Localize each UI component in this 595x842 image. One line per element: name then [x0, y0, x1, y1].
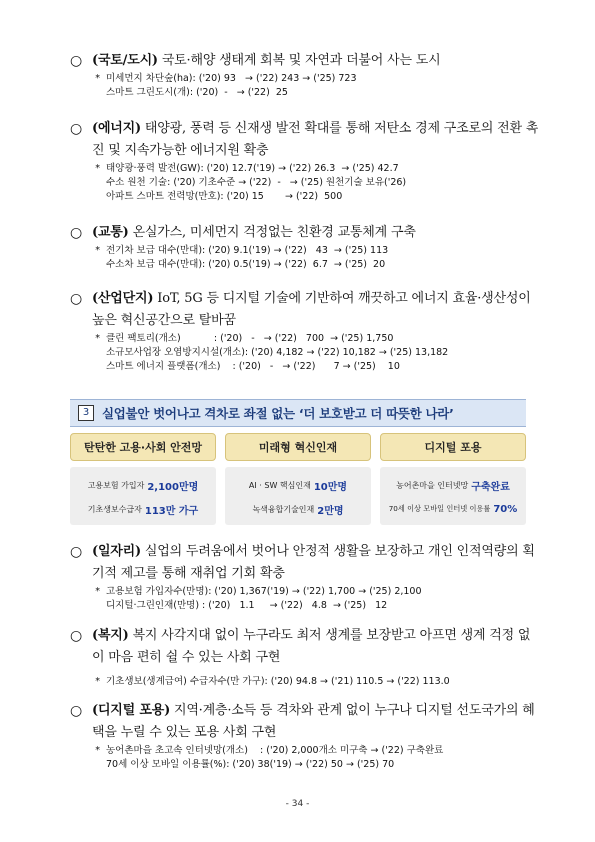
indicator-label: 스마트 에너지 플랫폼(개소) [106, 361, 221, 372]
indicator-value: : ('20) 1,367('19) → ('22) 1,700 → ('25) 2,100 [208, 586, 422, 597]
goal-cards [70, 433, 526, 528]
card-line-highlight: 113만 가구 [144, 505, 199, 517]
page-number: - 34 - [285, 799, 310, 809]
indicator-label: 스마트 그린도시(개) [106, 87, 190, 98]
indicator-label: 소규모사업장 오염방지시설(개소) [106, 347, 245, 358]
indicator-label: 기초생보(생계급여) 수급자수(만 가구) [106, 676, 265, 687]
section-tag: (디지털 포용) [92, 703, 171, 718]
card-line-label: 70세 이상 모바일 인터넷 이용률 [388, 504, 491, 513]
section-tag: (교통) [92, 225, 129, 240]
section-heading: 실업의 두려움에서 벗어나 안정적 생활을 보장하고 개인 인적역량의 획기적 제고를 통해 재취업 기회 확충 [92, 544, 535, 581]
indicator-value: : ('20) 2,000개소 미구축 → ('22) 구축완료 [247, 745, 444, 756]
indicator-value: : ('20) 9.1('19) → ('22) 43 → ('25) 113 [202, 245, 389, 256]
section-heading: 국토·해양 생태계 회복 및 자연과 더불어 사는 도시 [161, 53, 441, 68]
section-transport: ○ (교통) 온실가스, 미세먼지 걱정없는 친환경 교통체계 구축 * 전기차 보급 대수(만대) : ('20) 9.1('19) → ('22) 43 → ('25) 113 수소차 보급 대수(만대) : ('20) 0.5('19) → ('22) 6.7 → ('25) 20 [70, 222, 540, 272]
card-future-talent [225, 433, 371, 528]
section-tag: (국토/도시) [92, 53, 158, 68]
section-tag: (산업단지) [92, 291, 154, 306]
section-jobs: ○ (일자리) 실업의 두려움에서 벗어나 안정적 생활을 보장하고 개인 인적역량의 획기적 제고를 통해 재취업 기회 확충 * 고용보험 가입자수(만명) : ('20) 1,367('19) → ('22) 1,700 → ('25) 2,100 디지털·그린인재(만명) : ('20) 1.1 → ('22) 4.8 → ('25) 12 [70, 541, 540, 613]
indicator-label: 아파트 스마트 전력망(만호) [106, 191, 221, 202]
indicator-value: : ('20) 93 → ('22) 243 → ('25) 723 [192, 73, 357, 84]
circle-bullet-icon: ○ [70, 225, 83, 241]
section-industrial-complex: ○ (산업단지) IoT, 5G 등 디지털 기술에 기반하여 깨끗하고 에너지 효율·생산성이 높은 혁신공간으로 탈바꿈 * 클린 팩토리(개소) : ('20) - → ('22) 700 → ('25) 1,750 소규모사업장 오염방지시설(개소) : ('20) 4,182 → ('22) 10,182 → ('25) 13,182 스마트 에너지 플랫폼(개소) : ('20) - → ('22) 7 → ('25) 10 [70, 288, 540, 374]
circle-bullet-icon: ○ [70, 703, 83, 719]
section-tag: (복지) [92, 628, 129, 643]
section-heading: 온실가스, 미세먼지 걱정없는 친환경 교통체계 구축 [132, 225, 416, 240]
card-line-highlight: 70% [493, 503, 518, 515]
indicator-value: : ('20) 15 → ('22) 500 [220, 191, 343, 202]
card-line-label: 고용보험 가입자 [87, 480, 145, 490]
indicator-value: : ('20) 4,182 → ('22) 10,182 → ('25) 13,182 [244, 347, 449, 358]
card-line-label: 농어촌마을 인터넷망 [396, 480, 469, 490]
indicator-value: : ('20) - → ('22) 7 → ('25) 10 [220, 361, 400, 372]
indicator-label: 클린 팩토리(개소) [106, 333, 181, 344]
circle-bullet-icon: ○ [70, 121, 83, 137]
section-energy: ○ (에너지) 태양광, 풍력 등 신재생 발전 확대를 통해 저탄소 경제 구조로의 전환 촉진 및 지속가능한 에너지원 확충 * 태양광·풍력 발전(GW) : ('20) 12.7('19) → ('22) 26.3 → ('25) 42.7 수소 원천 기술 : ('20) 기초수준 → ('22) - → ('25) 원천기술 보유('26) 아파트 스마트 전력망(만호) : ('20) 15 → ('22) 500 [70, 118, 540, 204]
section-land-city: ○ (국토/도시) 국토·해양 생태계 회복 및 자연과 더불어 사는 도시 * 미세먼지 차단숲(ha) : ('20) 93 → ('22) 243 → ('25) 723 스마트 그린도시(개) : ('20) - → ('22) 25 [70, 50, 540, 100]
indicator-label: 전기차 보급 대수(만대) [106, 245, 203, 256]
circle-bullet-icon: ○ [70, 628, 83, 644]
indicator-label: 수소차 보급 대수(만대) [106, 259, 203, 270]
indicator-label: 농어촌마을 초고속 인터넷망(개소) [106, 745, 248, 756]
card-title: 탄탄한 고용·사회 안전망 [70, 433, 216, 461]
indicator-label: 태양광·풍력 발전(GW) [106, 163, 201, 174]
circle-bullet-icon: ○ [70, 53, 83, 69]
indicator-value: : ('20) 94.8 → ('21) 110.5 → ('22) 113.0 [264, 676, 450, 687]
card-title: 미래형 혁신인재 [225, 433, 371, 461]
card-digital-inclusion [380, 433, 526, 528]
indicator-value: : ('20) - → ('22) 25 [189, 87, 288, 98]
indicator-label: 70세 이상 모바일 이용률(%) [106, 759, 227, 770]
circle-bullet-icon: ○ [70, 291, 83, 307]
indicator-value: : ('20) 1.1 → ('22) 4.8 → ('25) 12 [199, 600, 388, 611]
circle-bullet-icon: ○ [70, 544, 83, 560]
card-safety-net [70, 433, 216, 528]
section-tag: (에너지) [92, 121, 141, 136]
card-line-highlight: 구축완료 [471, 481, 510, 493]
banner-number: 3 [78, 405, 94, 421]
card-line-label: 녹색융합기술인재 [252, 504, 315, 514]
card-line-label: AI · SW 핵심인재 [248, 480, 311, 490]
indicator-value: : ('20) 기초수준 → ('22) - → ('25) 원천기술 보유('26) [167, 177, 407, 188]
card-line-label: 기초생보수급자 [87, 504, 142, 514]
card-line-highlight: 2,100만명 [147, 481, 199, 493]
section-welfare: ○ (복지) 복지 사각지대 없이 누구라도 최저 생계를 보장받고 아프면 생계 걱정 없이 마음 편히 쉴 수 있는 사회 구현 * 기초생보(생계급여) 수급자수(만 가구) : ('20) 94.8 → ('21) 110.5 → ('22) 113.0 [70, 625, 540, 689]
section-heading: IoT, 5G 등 디지털 기술에 기반하여 깨끗하고 에너지 효율·생산성이 높은 혁신공간으로 탈바꿈 [92, 291, 531, 328]
section-tag: (일자리) [92, 544, 141, 559]
indicator-label: 미세먼지 차단숲(ha) [106, 73, 193, 84]
chapter-banner [70, 399, 526, 427]
indicator-value: : ('20) 12.7('19) → ('22) 26.3 → ('25) 42.7 [200, 163, 399, 174]
card-title: 디지털 포용 [380, 433, 526, 461]
indicator-value: : ('20) 38('19) → ('22) 50 → ('25) 70 [226, 759, 395, 770]
indicator-label: 디지털·그린인재(만명) [106, 600, 200, 611]
indicator-value: : ('20) 0.5('19) → ('22) 6.7 → ('25) 20 [202, 259, 386, 270]
indicator-label: 고용보험 가입자수(만명) [106, 586, 209, 597]
section-digital-inclusion: ○ (디지털 포용) 지역·계층·소득 등 격차와 관계 없이 누구나 디지털 선도국가의 혜택을 누릴 수 있는 포용 사회 구현 * 농어촌마을 초고속 인터넷망(개소) : ('20) 2,000개소 미구축 → ('22) 구축완료 70세 이상 모바일 이용률(%) : ('20) 38('19) → ('22) 50 → ('25) 70 [70, 700, 540, 772]
section-heading: 지역·계층·소득 등 격차와 관계 없이 누구나 디지털 선도국가의 혜택을 누릴 수 있는 포용 사회 구현 [92, 703, 535, 740]
section-heading: 복지 사각지대 없이 누구라도 최저 생계를 보장받고 아프면 생계 걱정 없이 마음 편히 쉴 수 있는 사회 구현 [92, 628, 531, 665]
card-line-highlight: 2만명 [317, 505, 344, 517]
card-line-highlight: 10만명 [313, 481, 348, 493]
section-heading: 태양광, 풍력 등 신재생 발전 확대를 통해 저탄소 경제 구조로의 전환 촉진 및 지속가능한 에너지원 확충 [92, 121, 539, 158]
banner-title: 실업불안 벗어나고 격차로 좌절 없는 ‘더 보호받고 더 따뜻한 나라’ [102, 406, 454, 421]
indicator-label: 수소 원천 기술 [106, 177, 168, 188]
indicator-value: : ('20) - → ('22) 700 → ('25) 1,750 [180, 333, 394, 344]
